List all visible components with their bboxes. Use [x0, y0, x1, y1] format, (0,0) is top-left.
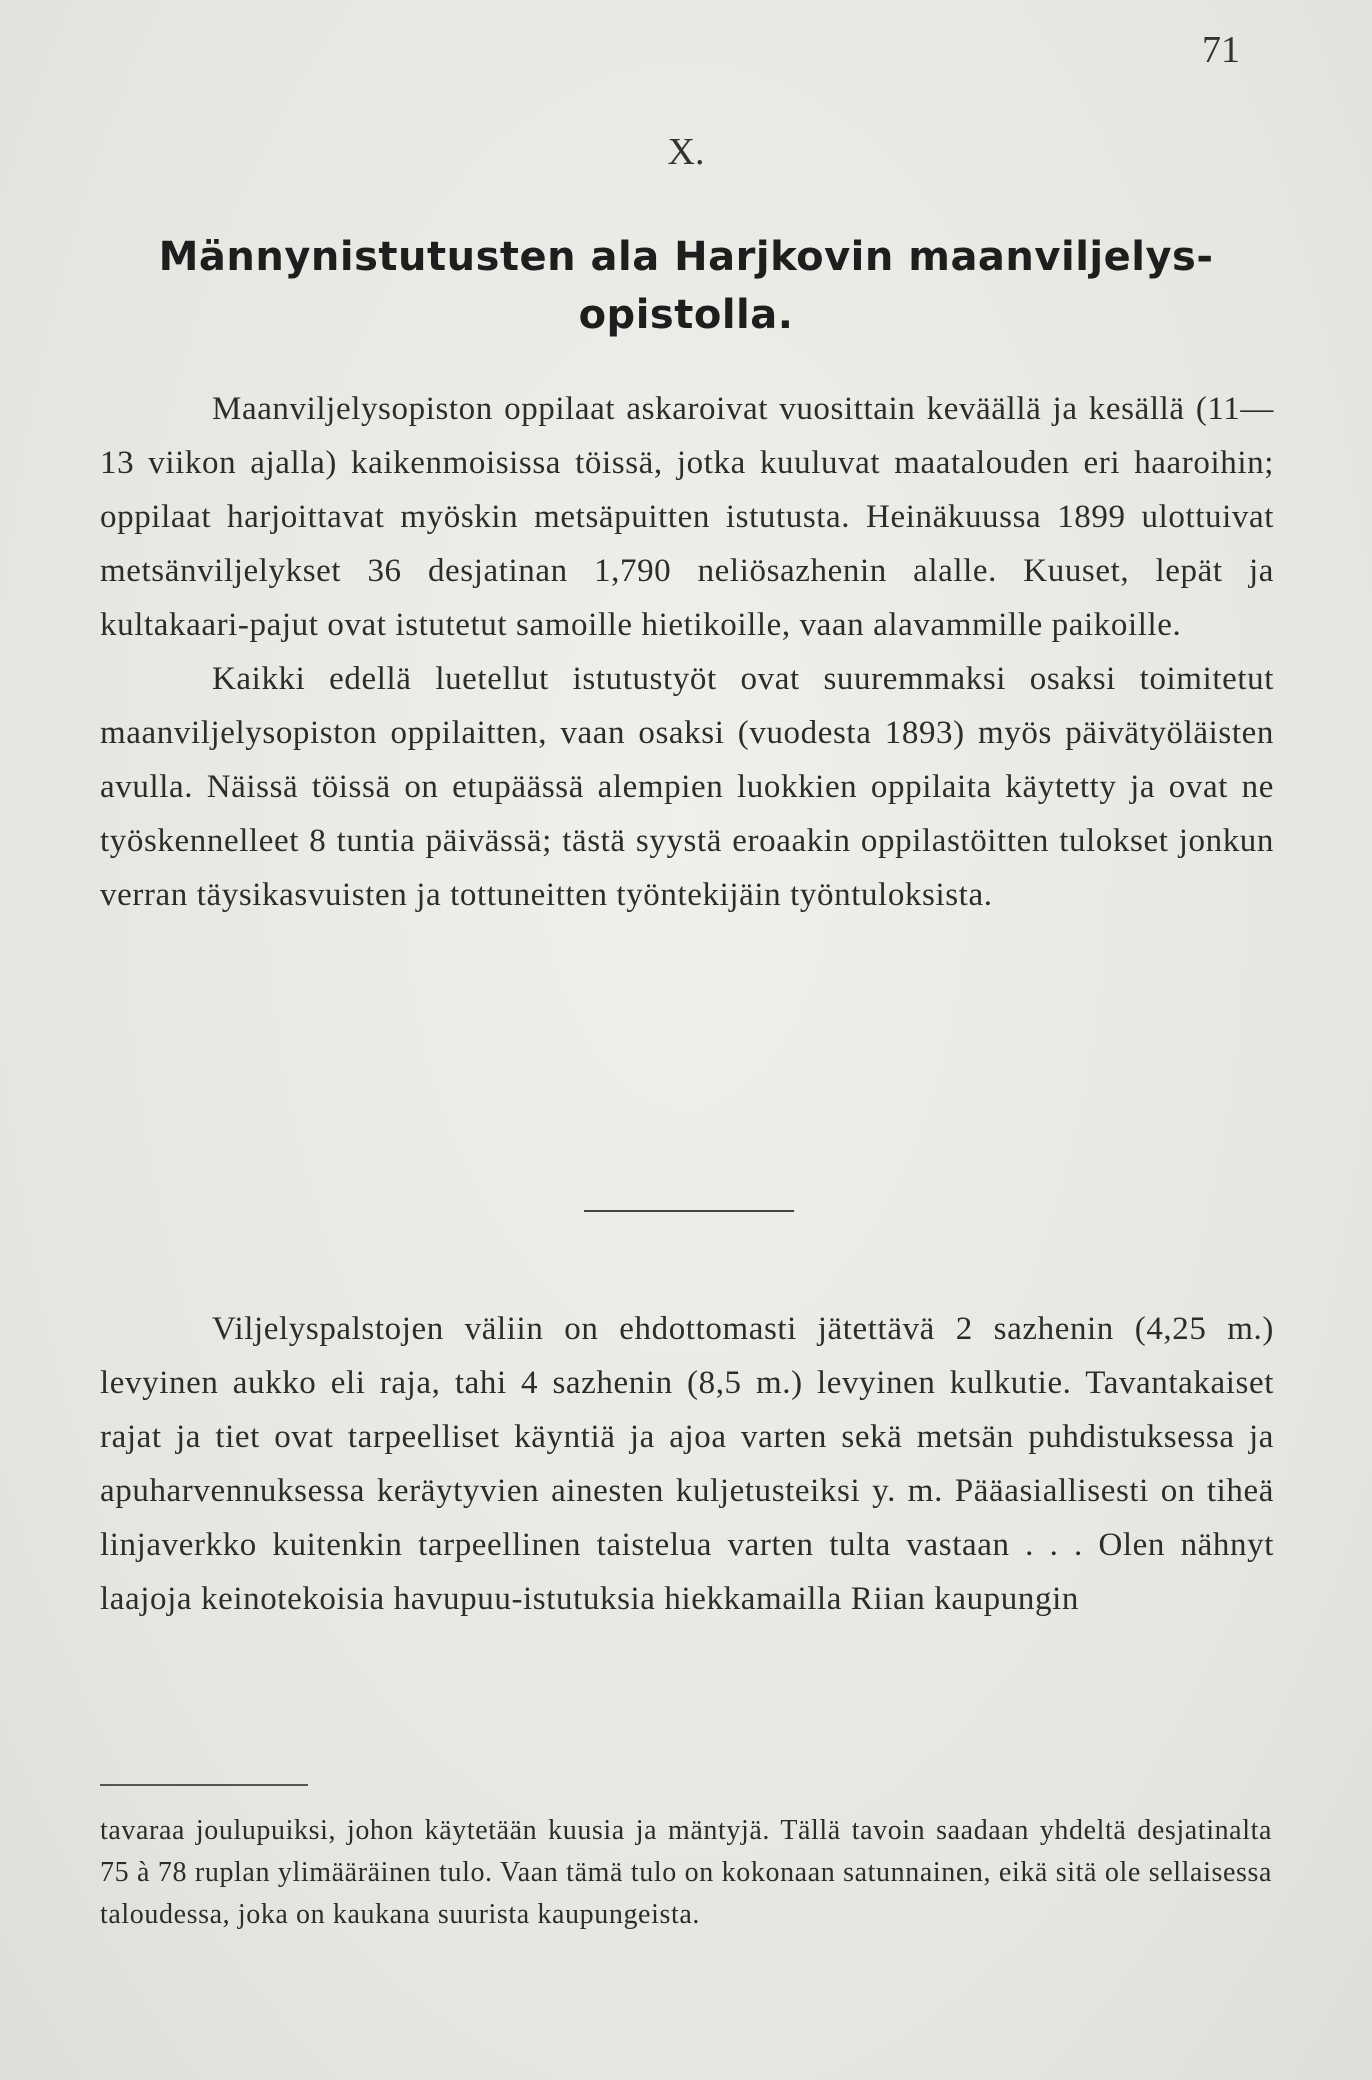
page-number: 71 [1202, 29, 1240, 71]
paragraph: Viljelyspalstojen väliin on ehdottomasti jätettävä 2 sazhenin (4,25 m.) levyinen aukko eli raja, tahi 4 sazhenin (8,5 m.) levyinen kulkutie. Tavantakaiset rajat ja tiet ovat tarpeelliset käyntiä ja ajoa varten sekä metsän puhdistuksessa ja apuharvennuksessa keräytyvien ainesten kuljetusteiksi y. m. Pääasiallisesti on tiheä linjaverkko kuitenkin tarpeellinen taistelua varten tulta vastaan . . . Olen nähnyt laajoja keinotekoisia havupuu-istutuksia hiekkamailla Riian kaupungin [100, 1311, 1274, 1617]
section-separator [584, 1210, 794, 1212]
footnote: tavaraa joulupuiksi, johon käytetään kuusia ja mäntyjä. Tällä tavoin saadaan yhdeltä desjatinalta 75 à 78 ruplan ylimääräinen tulo. Vaan tämä tulo on kokonaan satunnainen, eikä sitä ole sellaisessa taloudessa, joka on kaukana suurista kaupungeista. [100, 1815, 1272, 1930]
paragraph: Kaikki edellä luetellut istutustyöt ovat suuremmaksi osaksi toimitetut maanviljelysopiston oppilaitten, vaan osaksi (vuodesta 1893) myös päivätyöläisten avulla. Näissä töissä on etupäässä alempien luokkien oppilaita käytetty ja ovat ne työskennelleet 8 tuntia päivässä; tästä syystä eroaakin oppilastöitten tulokset jonkun verran täysikasvuisten ja tottuneitten työntekijäin työntuloksista. [100, 661, 1274, 913]
body-text-lower [100, 1302, 1274, 1626]
body-text-upper [100, 382, 1274, 922]
chapter-title: Männynistutusten ala Harjkovin maanviljelys-opistolla. [158, 234, 1214, 338]
footnote-rule [100, 1784, 308, 1786]
chapter-number: X. [667, 131, 705, 173]
paragraph: Maanviljelysopiston oppilaat askaroivat vuosittain keväällä ja kesällä (11—13 viikon ajalla) kaikenmoisissa töissä, jotka kuuluvat maatalouden eri haaroihin; oppilaat harjoittavat myöskin metsäpuitten istutusta. Heinäkuussa 1899 ulottuivat metsänviljelykset 36 desjatinan 1,790 neliösazhenin alalle. Kuuset, lepät ja kultakaari-pajut ovat istutetut samoille hietikoille, vaan alavammille paikoille. [100, 391, 1274, 643]
